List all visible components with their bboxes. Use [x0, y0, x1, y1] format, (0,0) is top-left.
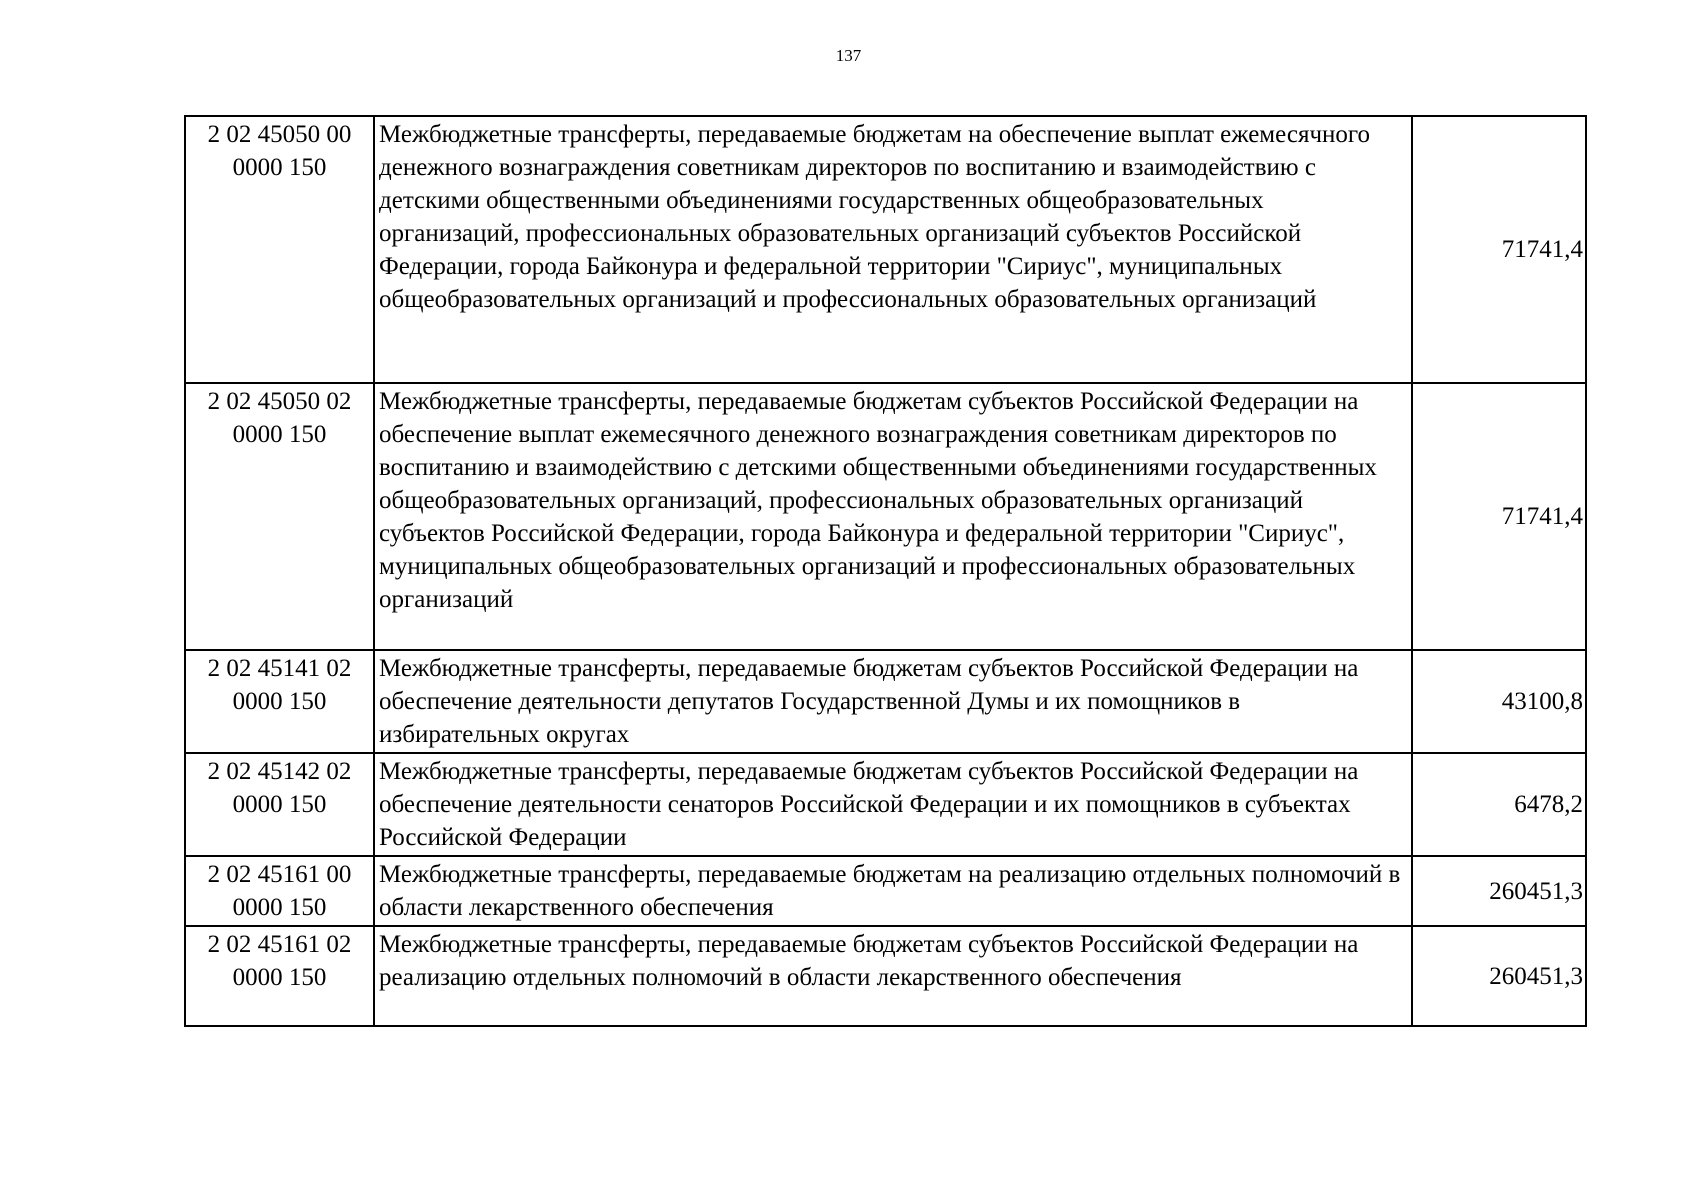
- budget-code-line-1: 2 02 45141 02: [207, 655, 352, 682]
- amount-cell: 260451,3: [1412, 856, 1586, 926]
- budget-code-cell: [185, 116, 374, 383]
- budget-code-line-2: 0000 150: [232, 154, 327, 181]
- budget-table: [184, 115, 1587, 1027]
- amount-cell: 6478,2: [1412, 753, 1586, 856]
- budget-code-line-2: 0000 150: [232, 421, 327, 448]
- budget-code-line-2: 0000 150: [232, 894, 327, 921]
- budget-code-cell: [185, 926, 374, 1026]
- description-cell: Межбюджетные трансферты, передаваемые бюджетам субъектов Российской Федерации на обеспечение деятельности сенаторов Российской Федерации и их помощников в субъектах Российской Федерации: [374, 753, 1412, 856]
- description-cell: Межбюджетные трансферты, передаваемые бюджетам субъектов Российской Федерации на реализацию отдельных полномочий в области лекарственного обеспечения: [374, 926, 1412, 1026]
- amount-cell: 71741,4: [1412, 116, 1586, 383]
- budget-code-line-1: 2 02 45050 00: [207, 121, 352, 148]
- table-row: [185, 383, 1586, 650]
- budget-code-cell: [185, 753, 374, 856]
- page-number: 137: [835, 46, 862, 65]
- table-row: [185, 650, 1586, 753]
- amount-cell: 43100,8: [1412, 650, 1586, 753]
- budget-code-line-1: 2 02 45161 02: [207, 931, 352, 958]
- description-cell: Межбюджетные трансферты, передаваемые бюджетам на обеспечение выплат ежемесячного денежного вознаграждения советникам директоров по воспитанию и взаимодействию с детскими общественными объединениями государственных общеобразовательных организаций, профессиональных образовательных организаций субъектов Российской Федерации, города Байконура и федеральной территории "Сириус", муниципальных общеобразовательных организаций и профессиональных образовательных организаций: [374, 116, 1412, 383]
- budget-code-cell: [185, 650, 374, 753]
- budget-code-cell: [185, 856, 374, 926]
- budget-code-line-1: 2 02 45161 00: [207, 861, 352, 888]
- description-cell: Межбюджетные трансферты, передаваемые бюджетам субъектов Российской Федерации на обеспечение деятельности депутатов Государственной Думы и их помощников в избирательных округах: [374, 650, 1412, 753]
- budget-code-line-1: 2 02 45142 02: [207, 758, 352, 785]
- budget-code-line-1: 2 02 45050 02: [207, 388, 352, 415]
- amount-cell: 260451,3: [1412, 926, 1586, 1026]
- budget-code-line-2: 0000 150: [232, 791, 327, 818]
- budget-code-line-2: 0000 150: [232, 964, 327, 991]
- description-cell: Межбюджетные трансферты, передаваемые бюджетам на реализацию отдельных полномочий в области лекарственного обеспечения: [374, 856, 1412, 926]
- table-row: [185, 753, 1586, 856]
- table-row: [185, 116, 1586, 383]
- table-row: [185, 856, 1586, 926]
- description-cell: Межбюджетные трансферты, передаваемые бюджетам субъектов Российской Федерации на обеспечение выплат ежемесячного денежного вознаграждения советникам директоров по воспитанию и взаимодействию с детскими общественными объединениями государственных общеобразовательных организаций, профессиональных образовательных организаций субъектов Российской Федерации, города Байконура и федеральной территории "Сириус", муниципальных общеобразовательных организаций и профессиональных образовательных организаций: [374, 383, 1412, 650]
- budget-code-cell: [185, 383, 374, 650]
- table-row: [185, 926, 1586, 1026]
- budget-code-line-2: 0000 150: [232, 688, 327, 715]
- amount-cell: 71741,4: [1412, 383, 1586, 650]
